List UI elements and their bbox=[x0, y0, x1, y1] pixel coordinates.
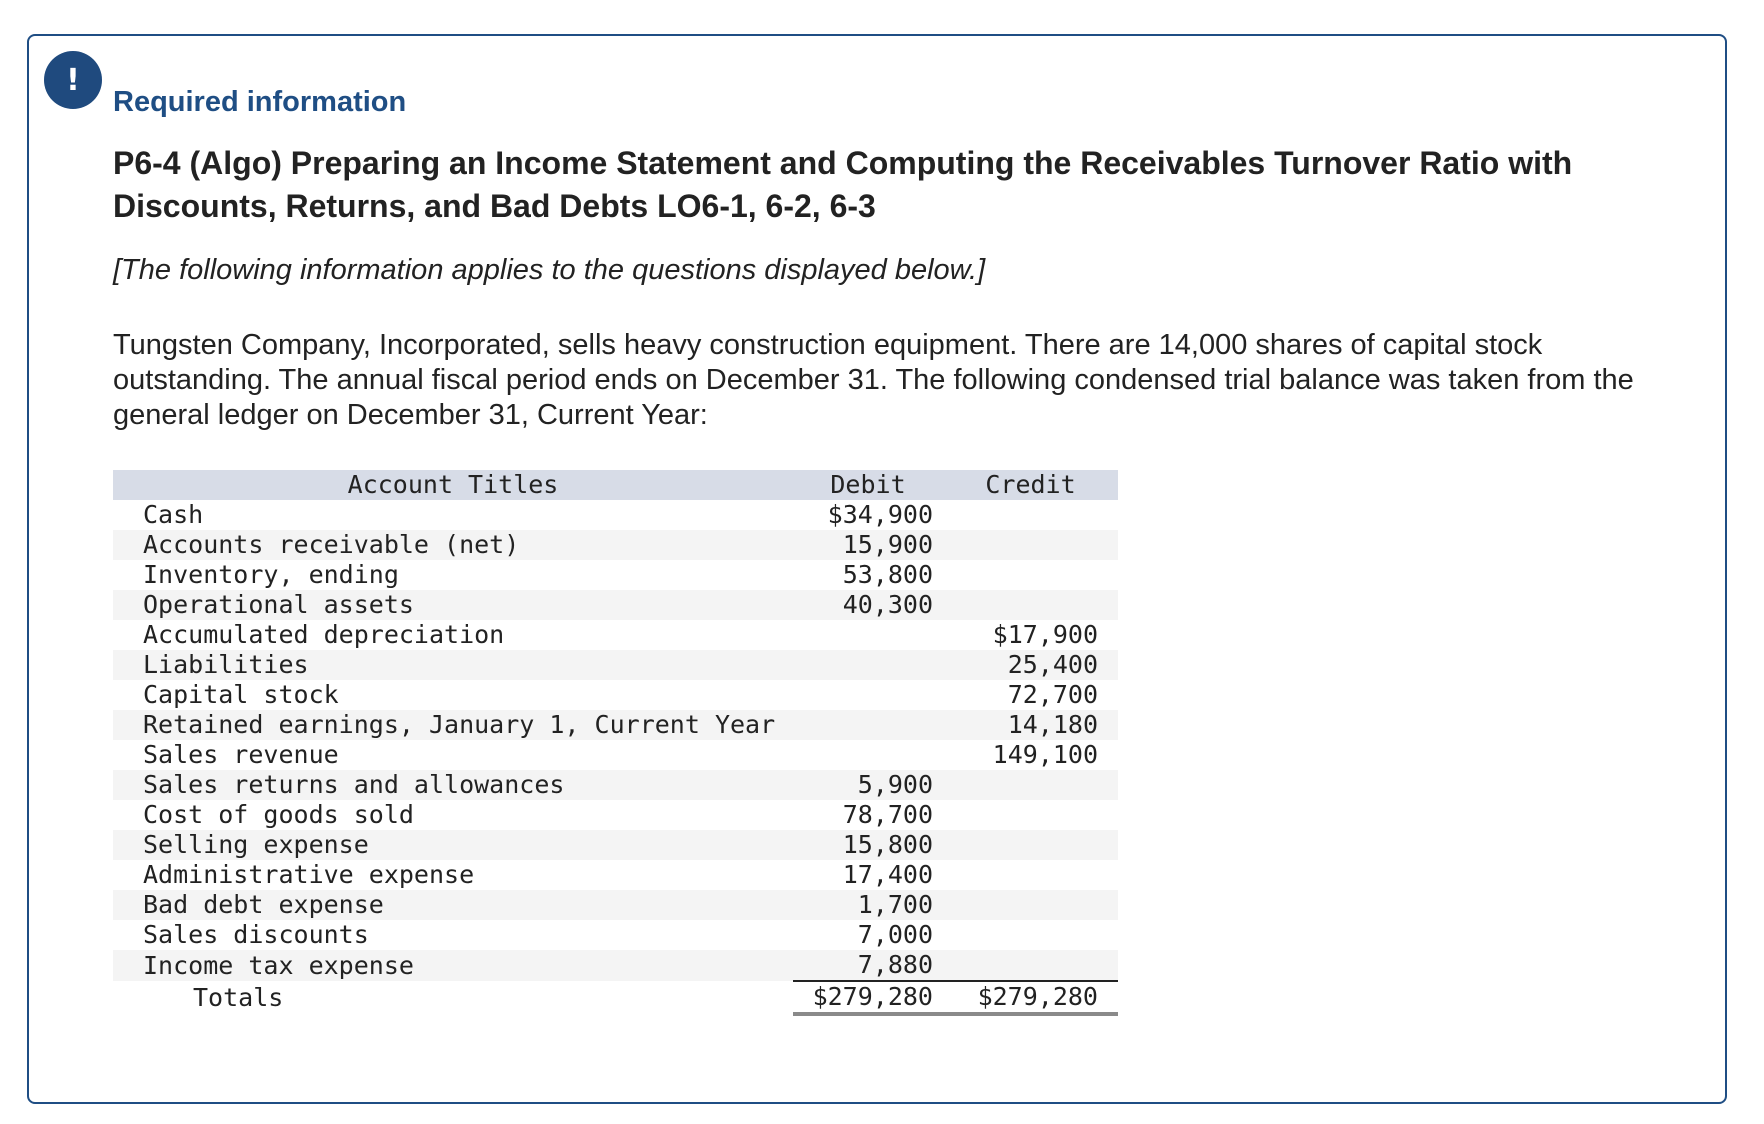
credit-value: $17,900 bbox=[992, 620, 1098, 649]
debit-value: 17,400 bbox=[842, 860, 933, 889]
table-row bbox=[113, 860, 1118, 890]
account-title: Operational assets bbox=[113, 590, 793, 620]
debit-value bbox=[793, 740, 943, 770]
debit-value bbox=[793, 710, 943, 740]
debit-value: 53,800 bbox=[842, 560, 933, 589]
debit-value bbox=[793, 620, 943, 650]
debit-value: 40,300 bbox=[793, 590, 943, 620]
debit-value: 5,900 bbox=[793, 770, 943, 800]
total-credit: $279,280 bbox=[943, 981, 1118, 1014]
account-title: Capital stock bbox=[143, 680, 339, 709]
account-title: Selling expense bbox=[113, 830, 793, 860]
table-row bbox=[113, 590, 1118, 620]
credit-value bbox=[943, 950, 1118, 981]
account-title: Cash bbox=[143, 500, 204, 529]
account-title: Accounts receivable (net) bbox=[113, 530, 793, 560]
table-row bbox=[113, 500, 1118, 530]
account-title: Administrative expense bbox=[143, 860, 475, 889]
table-row bbox=[113, 950, 1118, 981]
header-debit: Debit bbox=[793, 470, 943, 500]
credit-value bbox=[943, 800, 1118, 830]
debit-value: 7,000 bbox=[857, 920, 933, 949]
debit-value: 15,900 bbox=[793, 530, 943, 560]
intro-paragraph: Tungsten Company, Incorporated, sells heavy construction equipment. There are 14,000 shares of capital stock outstanding. The annual fiscal period ends on December 31. The following condensed trial balance was taken from the general ledger on December 31, Current Year: bbox=[113, 329, 1634, 431]
credit-value bbox=[943, 500, 1118, 530]
table-row bbox=[113, 710, 1118, 740]
trial-balance-table bbox=[113, 470, 1118, 1016]
credit-value bbox=[943, 920, 1118, 950]
debit-value: 78,700 bbox=[842, 800, 933, 829]
account-title: Inventory, ending bbox=[143, 560, 399, 589]
table-row bbox=[113, 740, 1118, 770]
exclamation-icon: ! bbox=[44, 51, 102, 109]
total-debit: $279,280 bbox=[793, 981, 943, 1014]
table-row bbox=[113, 920, 1118, 950]
account-title: Bad debt expense bbox=[113, 890, 793, 920]
debit-value: 7,880 bbox=[793, 950, 943, 981]
required-info-heading: Required information bbox=[113, 86, 407, 118]
applies-note: [The following information applies to the questions displayed below.] bbox=[113, 254, 986, 286]
table-row bbox=[113, 680, 1118, 710]
credit-value bbox=[943, 560, 1118, 590]
debit-value: 1,700 bbox=[793, 890, 943, 920]
account-title: Retained earnings, January 1, Current Year bbox=[113, 710, 793, 740]
account-title: Liabilities bbox=[113, 650, 793, 680]
credit-value: 25,400 bbox=[943, 650, 1118, 680]
account-title: Sales discounts bbox=[143, 920, 369, 949]
table-row bbox=[113, 830, 1118, 860]
totals-row bbox=[113, 981, 1118, 1014]
credit-value bbox=[943, 770, 1118, 800]
credit-value: 14,180 bbox=[943, 710, 1118, 740]
account-title: Cost of goods sold bbox=[143, 800, 414, 829]
credit-value bbox=[943, 590, 1118, 620]
debit-value bbox=[793, 680, 943, 710]
credit-value bbox=[943, 830, 1118, 860]
table-row bbox=[113, 890, 1118, 920]
account-title: Income tax expense bbox=[113, 950, 793, 981]
account-title: Accumulated depreciation bbox=[143, 620, 505, 649]
table-row bbox=[113, 530, 1118, 560]
table-row bbox=[113, 560, 1118, 590]
table-header-row bbox=[113, 470, 1118, 500]
credit-value: 72,700 bbox=[1007, 680, 1098, 709]
credit-value bbox=[943, 860, 1118, 890]
credit-value bbox=[943, 530, 1118, 560]
account-title: Sales returns and allowances bbox=[113, 770, 793, 800]
table-row bbox=[113, 650, 1118, 680]
account-title: Sales revenue bbox=[143, 740, 339, 769]
header-account-titles: Account Titles bbox=[113, 470, 793, 500]
header-credit: Credit bbox=[943, 470, 1118, 500]
table-row bbox=[113, 800, 1118, 830]
debit-value: 15,800 bbox=[793, 830, 943, 860]
debit-value bbox=[793, 650, 943, 680]
totals-label: Totals bbox=[193, 982, 284, 1012]
debit-value: $34,900 bbox=[827, 500, 933, 529]
table-row bbox=[113, 620, 1118, 650]
problem-title: P6-4 (Algo) Preparing an Income Statement and Computing the Receivables Turnover Ratio with Discounts, Returns, and Bad Debts LO6-1, 6-2, 6-3 bbox=[113, 145, 1573, 224]
question-content bbox=[113, 82, 1673, 433]
table-row bbox=[113, 770, 1118, 800]
credit-value bbox=[943, 890, 1118, 920]
credit-value: 149,100 bbox=[992, 740, 1098, 769]
